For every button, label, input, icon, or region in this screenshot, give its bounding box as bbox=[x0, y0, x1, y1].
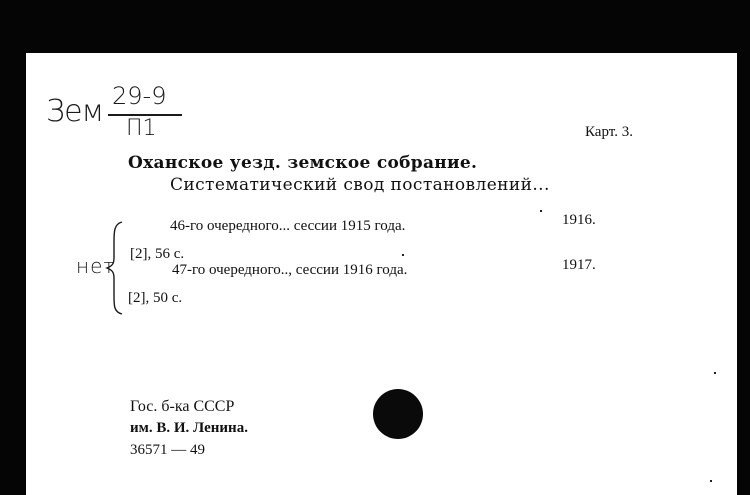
shelf-mark-prefix: Зем bbox=[46, 94, 104, 129]
entry-1-line-1: 46-го очередного... сессии 1915 года. bbox=[170, 218, 406, 234]
missing-note: нет bbox=[76, 254, 116, 278]
library-name: Гос. б-ка СССР bbox=[130, 398, 235, 415]
library-dedication: им. В. И. Ленина. bbox=[130, 420, 248, 436]
brace-icon bbox=[104, 218, 126, 318]
scan-border-right bbox=[737, 30, 750, 495]
scan-speck bbox=[714, 372, 716, 374]
card-subtitle: Систематический свод постановлений... bbox=[170, 175, 550, 195]
library-inventory-number: 36571 — 49 bbox=[130, 442, 205, 458]
punch-hole bbox=[373, 389, 423, 439]
entry-1-year: 1916. bbox=[562, 212, 596, 228]
entry-2-line-1: 47-го очередного.., сессии 1916 года. bbox=[172, 262, 408, 278]
shelf-mark-denominator: П1 bbox=[126, 116, 157, 141]
scan-speck bbox=[710, 480, 712, 482]
entry-2-year: 1917. bbox=[562, 257, 596, 273]
scan-speck bbox=[402, 254, 404, 256]
card-title: Оханское уезд. земское собрание. bbox=[128, 153, 478, 173]
scan-speck bbox=[540, 210, 542, 212]
card-number: Карт. 3. bbox=[585, 124, 633, 140]
shelf-mark-numerator: 29-9 bbox=[112, 82, 167, 110]
scan-border-top bbox=[0, 0, 750, 53]
scan-border-left bbox=[0, 0, 26, 495]
entry-1-line-2: [2], 56 с. bbox=[130, 246, 185, 262]
entry-2-line-2: [2], 50 с. bbox=[128, 290, 183, 306]
